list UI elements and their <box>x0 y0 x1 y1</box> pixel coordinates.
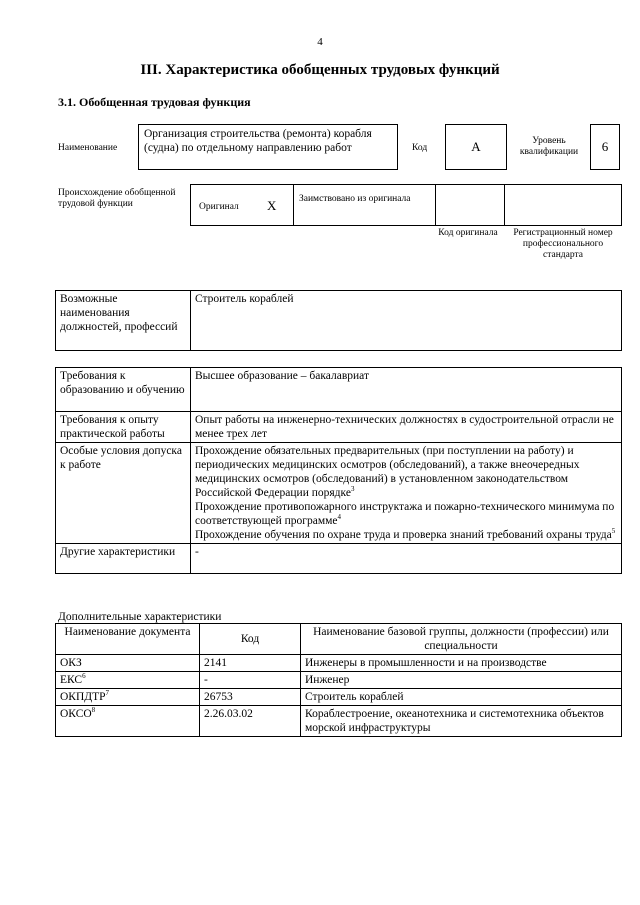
header-name: Наименование базовой группы, должности (профессии) или специальности <box>301 624 622 655</box>
requirement-value: Опыт работы на инженерно-технических должностях в судостроительной отрасли не менее трех лет <box>191 412 622 443</box>
requirement-value: - <box>191 544 622 574</box>
table-row <box>56 689 622 706</box>
admission-paragraph: Прохождение противопожарного инструктажа и пожарно-технического минимума по соответствующей программе$^4$ <box>195 501 615 527</box>
code-cell: - <box>200 672 301 689</box>
name-cell: Инженеры в промышленности и на производстве <box>301 655 622 672</box>
positions-label: Возможные наименования должностей, профессий <box>56 291 191 351</box>
footnote-ref: 3 <box>350 485 355 494</box>
header-code: Код <box>200 624 301 655</box>
original-label: Оригинал <box>199 202 239 212</box>
additional-title: Дополнительные характеристики <box>58 611 222 623</box>
code-cell: 2.26.03.02 <box>200 706 301 737</box>
reg-number-label: Регистрационный номер профессионального стандарта <box>513 228 613 260</box>
code-cell: 2141 <box>200 655 301 672</box>
requirement-label: Особые условия допуска к работе <box>56 443 191 544</box>
gtf-level-value: 6 <box>590 124 620 170</box>
footnote-ref: 4 <box>337 513 341 522</box>
table-row <box>56 655 622 672</box>
origin-divider-3 <box>504 184 505 226</box>
code-cell: 26753 <box>200 689 301 706</box>
admission-conditions <box>191 443 622 544</box>
additional-header-row <box>56 624 622 655</box>
doc-cell: ОКСО$^8$ <box>56 706 200 737</box>
admission-paragraph: Прохождение обучения по охране труда и проверка знаний требований охраны труда$^5$ <box>195 527 616 541</box>
doc-cell: ОКПДТР$^7$ <box>56 689 200 706</box>
gtf-level-label: Уровень квалификации <box>519 136 579 157</box>
origin-divider-2 <box>435 184 436 226</box>
name-cell: Кораблестроение, океанотехника и системотехника объектов морской инфраструктуры <box>301 706 622 737</box>
requirements-table <box>55 367 622 574</box>
header-document: Наименование документа <box>56 624 200 655</box>
name-cell: Инженер <box>301 672 622 689</box>
requirement-label: Требования к образованию и обучению <box>56 368 191 412</box>
name-cell: Строитель кораблей <box>301 689 622 706</box>
gtf-name-value: Организация строительства (ремонта) корабля (судна) по отдельному направлению работ <box>138 124 398 170</box>
requirement-row <box>56 544 622 574</box>
gtf-code-label: Код <box>412 143 428 153</box>
requirement-label: Другие характеристики <box>56 544 191 574</box>
table-row <box>56 706 622 737</box>
page-number: 4 <box>317 36 323 48</box>
positions-value: Строитель кораблей <box>191 291 622 351</box>
footnote-ref: 5 <box>611 527 616 536</box>
admission-paragraph: Прохождение обязательных предварительных (при поступлении на работу) и периодических медицинских осмотров (обследований), а также внеочередных медицинских осмотров (обследований) в установленном законодательством Российской Федерации порядке$^3$ <box>195 445 580 499</box>
requirement-row <box>56 443 622 544</box>
requirement-value: Высшее образование – бакалавриат <box>191 368 622 412</box>
doc-cell: ЕКС$^6$ <box>56 672 200 689</box>
requirement-label: Требования к опыту практической работы <box>56 412 191 443</box>
original-mark: X <box>267 198 277 213</box>
code-original-label: Код оригинала <box>438 228 498 238</box>
additional-table <box>55 623 622 737</box>
origin-box <box>190 184 622 226</box>
origin-divider-1 <box>293 184 294 226</box>
subsection-title: 3.1. Обобщенная трудовая функция <box>58 95 251 109</box>
origin-label: Происхождение обобщенной трудовой функции <box>58 188 176 209</box>
positions-table <box>55 290 622 351</box>
doc-cell: ОКЗ <box>56 655 200 672</box>
gtf-name-label: Наименование <box>58 143 118 153</box>
gtf-code-value: А <box>445 124 507 170</box>
requirement-row <box>56 368 622 412</box>
section-title: III. Характеристика обобщенных трудовых функций <box>140 62 500 78</box>
borrowed-label: Заимствовано из оригинала <box>299 194 411 204</box>
table-row <box>56 672 622 689</box>
requirement-row <box>56 412 622 443</box>
